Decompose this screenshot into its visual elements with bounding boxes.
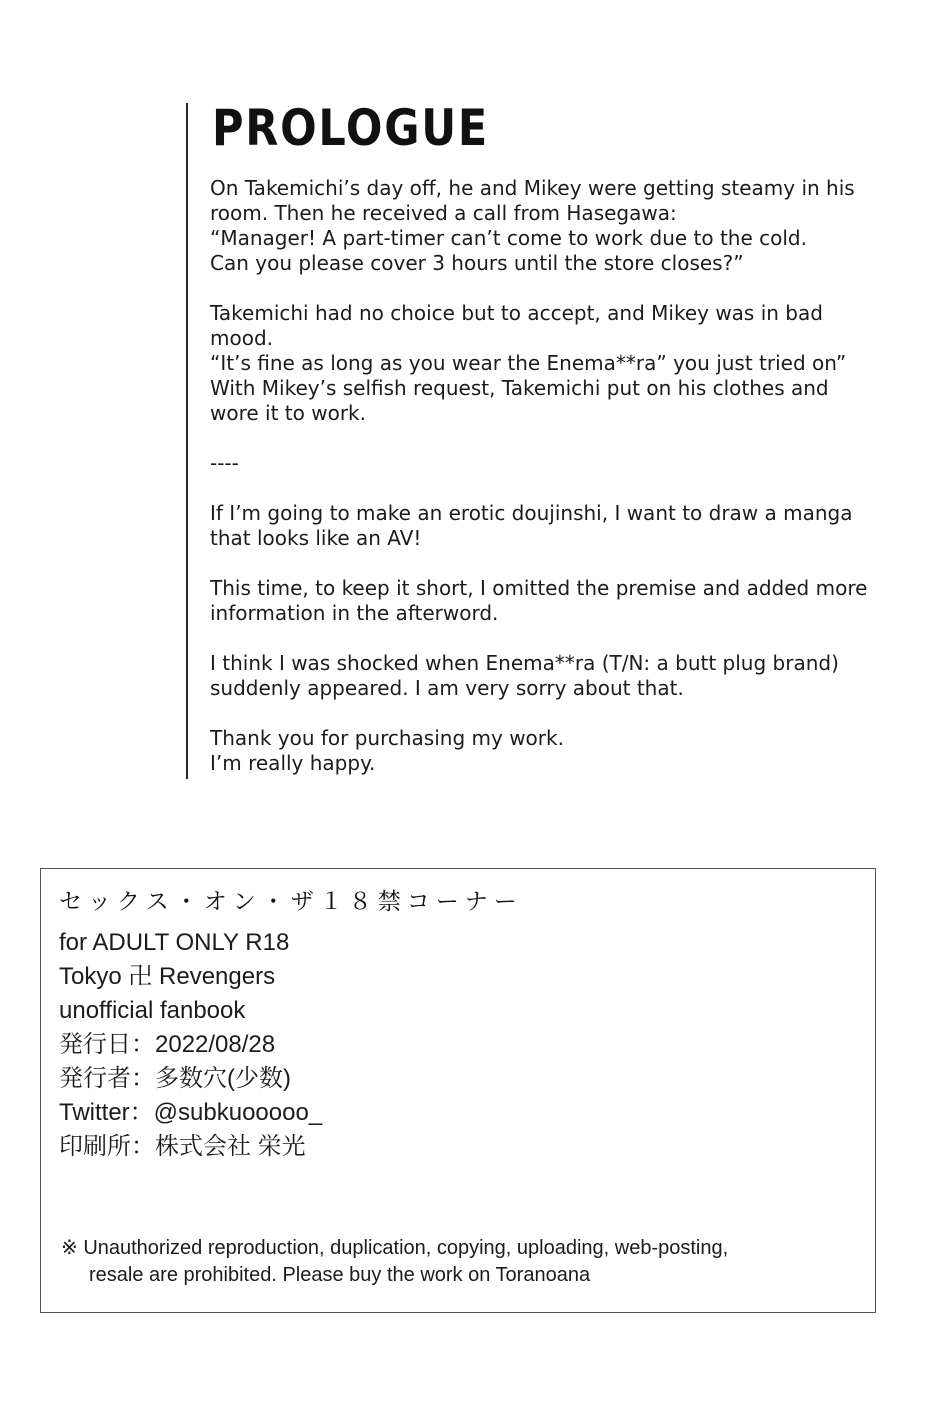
publisher-line: 発行者：多数穴(少数)	[59, 1065, 291, 1092]
text-line: ----	[210, 451, 239, 475]
publish-date-line: 発行日：2022/08/28	[59, 1031, 276, 1058]
text-line: This time, to keep it short, I omitted the premise and added more	[210, 576, 868, 600]
text-line: that looks like an AV!	[210, 526, 422, 550]
text-line: Thank you for purchasing my work.	[210, 726, 564, 750]
text-line: Can you please cover 3 hours until the store closes?”	[210, 251, 744, 275]
rating-line: for ADULT ONLY R18	[59, 929, 290, 956]
prologue-paragraph-3	[210, 501, 875, 551]
copyright-notice	[61, 1235, 861, 1289]
prologue-paragraph-4	[210, 576, 875, 626]
text-line: information in the afterword.	[210, 601, 499, 625]
text-line: suddenly appeared. I am very sorry about that.	[210, 676, 684, 700]
notice-line: ※ Unauthorized reproduction, duplication, copying, uploading, web-posting,	[61, 1237, 729, 1259]
section-separator	[210, 451, 875, 476]
prologue-paragraph-6	[210, 726, 875, 776]
text-line: I’m really happy.	[210, 751, 376, 775]
prologue-section	[210, 96, 875, 801]
text-line: I think I was shocked when Enema**ra (T/N: a butt plug brand)	[210, 651, 839, 675]
text-line: With Mikey’s selfish request, Takemichi put on his clothes and	[210, 376, 829, 400]
text-line: “It’s fine as long as you wear the Enema**ra” you just tried on”	[210, 351, 847, 375]
book-title: セックス・オン・ザ１８禁コーナー	[59, 889, 523, 915]
series-line: Tokyo 卍 Revengers	[59, 963, 276, 990]
text-line: mood.	[210, 326, 274, 350]
fanbook-line: unofficial fanbook	[59, 997, 246, 1024]
prologue-title: PROLOGUE	[212, 99, 489, 157]
notice-line: resale are prohibited. Please buy the work on Toranoana	[89, 1264, 591, 1286]
twitter-line: Twitter：@subkuooooo_	[59, 1099, 323, 1126]
text-line: If I’m going to make an erotic doujinshi, I want to draw a manga	[210, 501, 853, 525]
text-line: “Manager! A part-timer can’t come to work due to the cold.	[210, 226, 807, 250]
text-line: room. Then he received a call from Hasegawa:	[210, 201, 677, 225]
text-line: Takemichi had no choice but to accept, and Mikey was in bad	[210, 301, 823, 325]
printer-line: 印刷所：株式会社 栄光	[59, 1133, 306, 1160]
text-line: wore it to work.	[210, 401, 366, 425]
prologue-paragraph-2	[210, 301, 875, 426]
margin-rule	[186, 103, 188, 779]
prologue-paragraph-1	[210, 176, 875, 276]
text-line: On Takemichi’s day off, he and Mikey were getting steamy in his	[210, 176, 855, 200]
colophon-box	[40, 868, 876, 1313]
prologue-paragraph-5	[210, 651, 875, 701]
colophon-details	[59, 926, 322, 1164]
